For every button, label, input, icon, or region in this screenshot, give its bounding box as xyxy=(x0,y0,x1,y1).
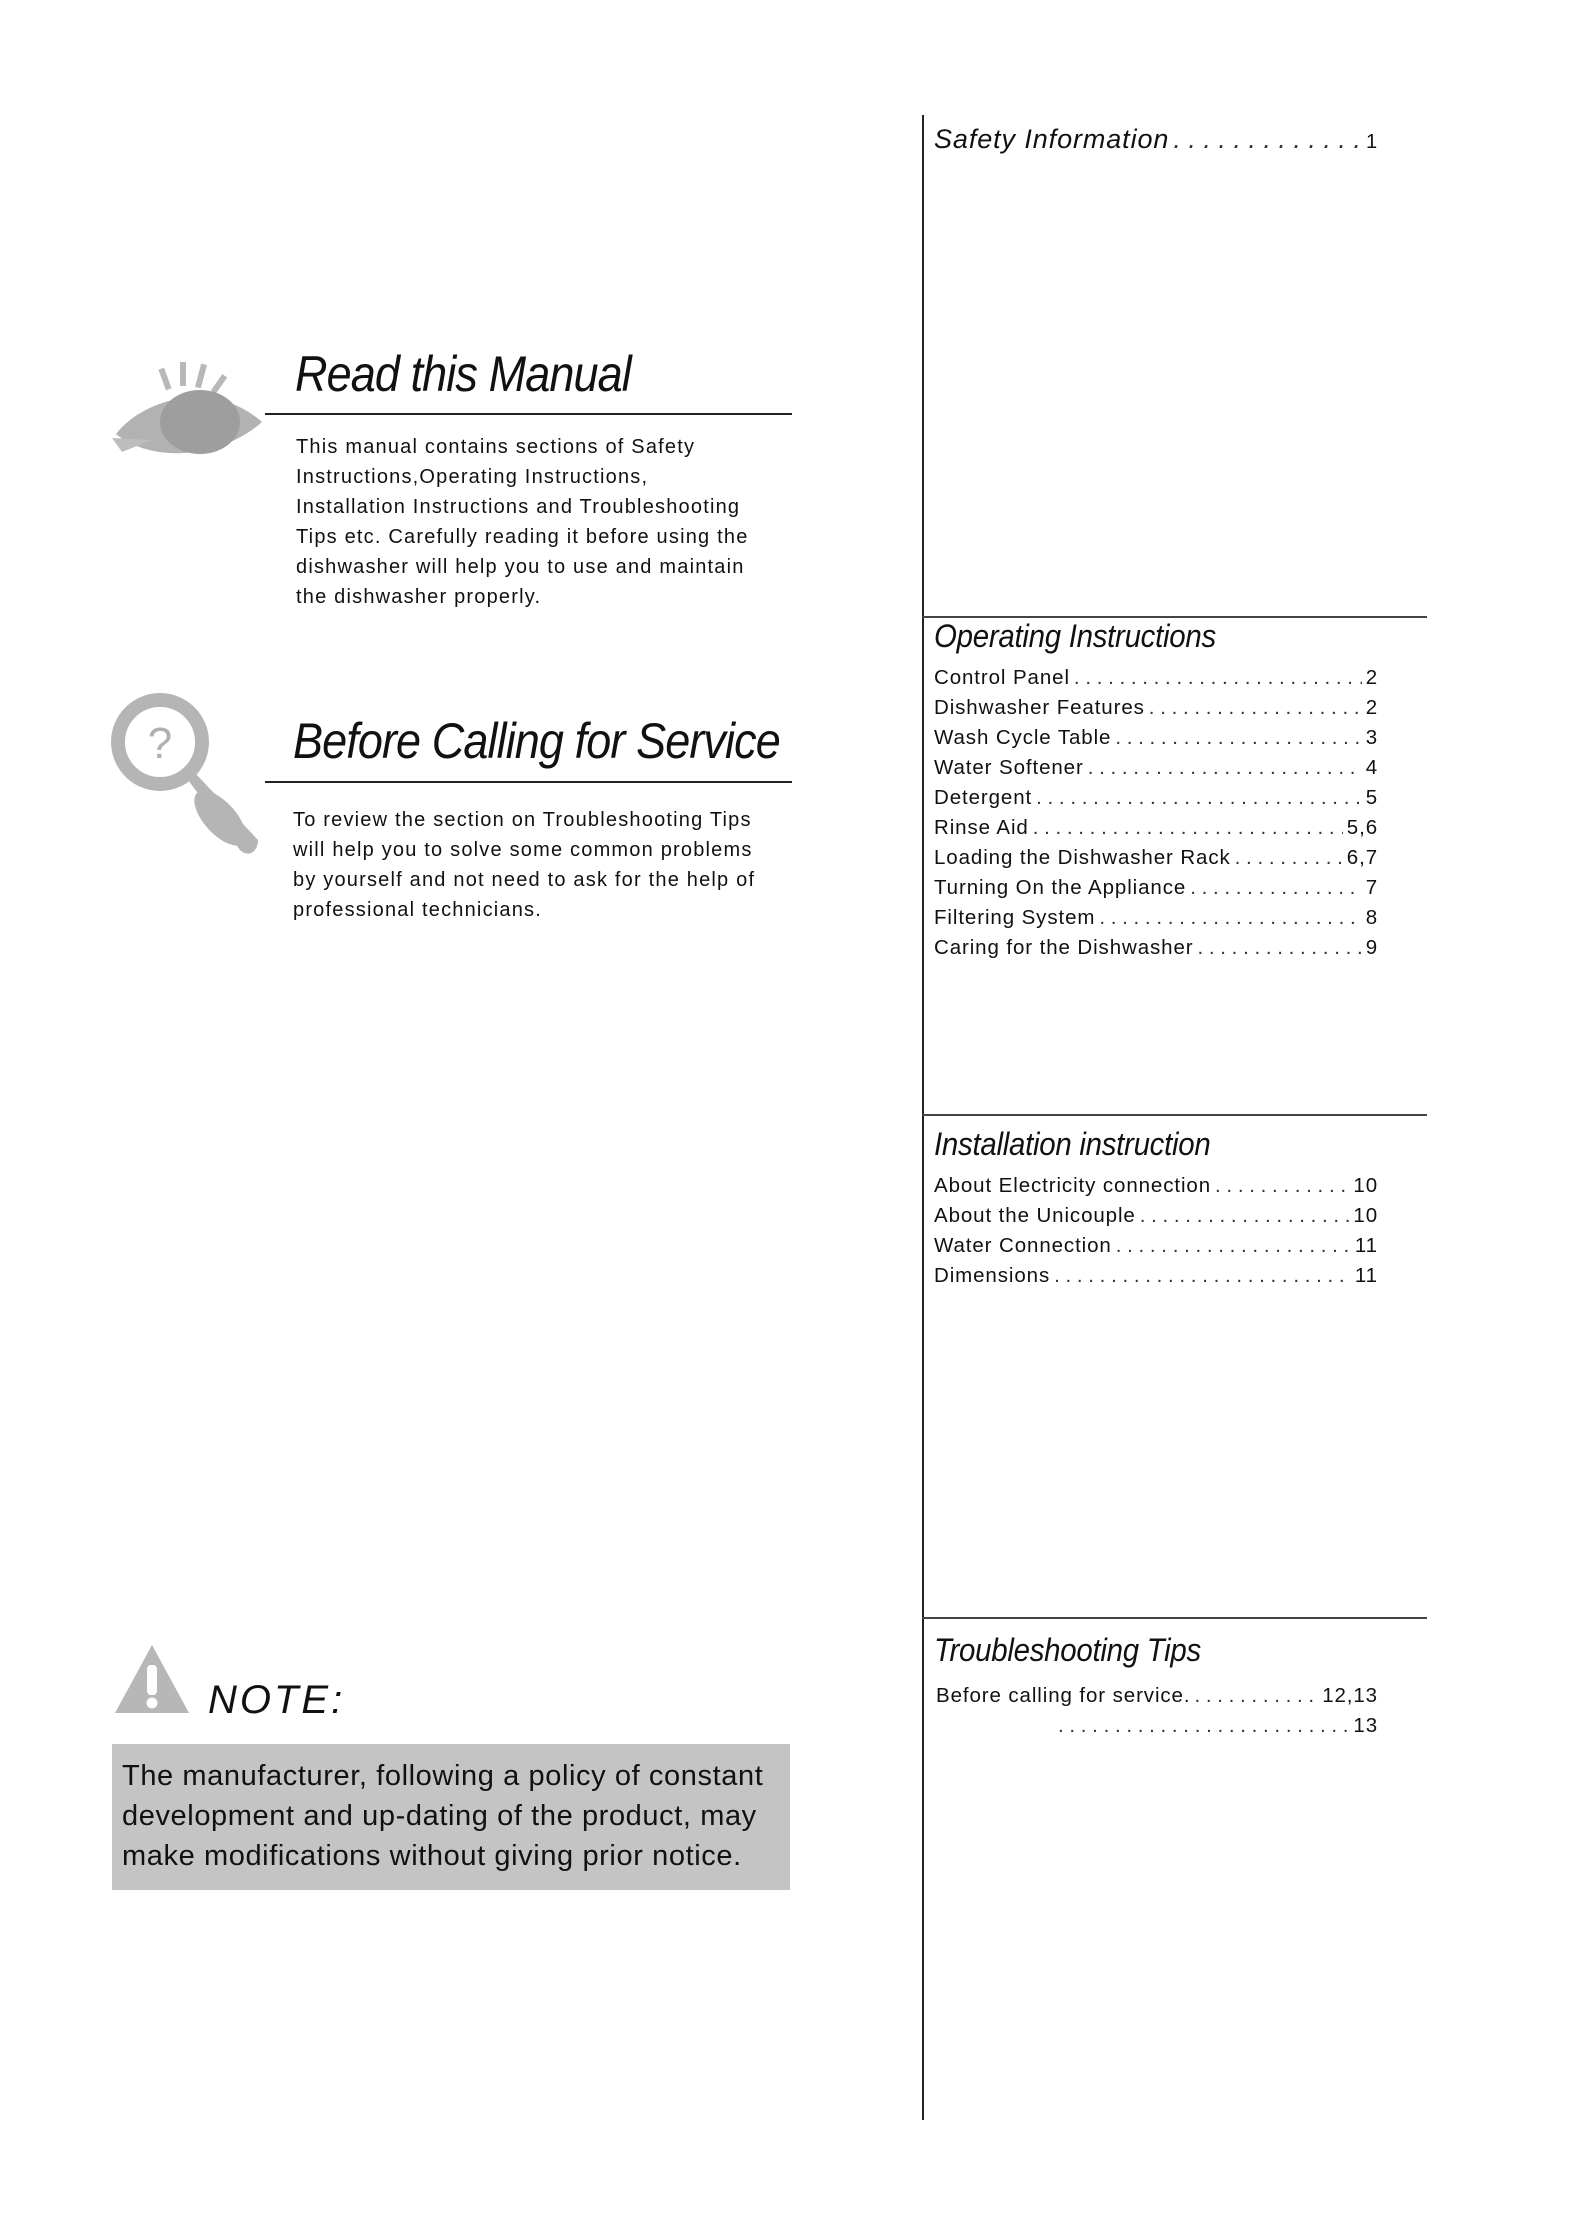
note-line: The manufacturer, following a policy of constant xyxy=(122,1760,764,1792)
eye-icon xyxy=(112,360,272,470)
toc-label: Detergent xyxy=(934,786,1033,809)
toc-vertical-rule xyxy=(922,115,924,2120)
magnifier-question-icon xyxy=(108,690,268,860)
toc-entry xyxy=(934,936,1378,966)
para-line: will help you to solve some common problems xyxy=(293,839,753,861)
toc-entry xyxy=(934,816,1378,846)
toc-page: 10 xyxy=(1353,1174,1378,1197)
toc-label: Wash Cycle Table xyxy=(934,726,1112,749)
toc-label: Turning On the Appliance xyxy=(934,876,1187,899)
warning-triangle-icon xyxy=(113,1643,191,1715)
before-service-rule xyxy=(265,781,792,783)
toc-list-operating xyxy=(934,666,1378,966)
toc-label: Dishwasher Features xyxy=(934,696,1145,719)
toc-dots xyxy=(1033,816,1343,840)
toc-page: 10 xyxy=(1353,1204,1378,1227)
toc-label: Loading the Dishwasher Rack xyxy=(934,846,1231,869)
toc-page: 3 xyxy=(1365,726,1378,749)
read-manual-paragraph xyxy=(296,432,816,612)
note-title: NOTE: xyxy=(208,1678,346,1722)
toc-page: 5 xyxy=(1365,786,1378,809)
toc-safety xyxy=(934,124,1378,160)
read-manual-rule xyxy=(265,413,792,415)
toc-entry xyxy=(934,1234,1378,1264)
toc-dots xyxy=(1088,756,1362,780)
toc-dots xyxy=(1149,696,1362,720)
toc-dots xyxy=(1074,666,1362,690)
toc-dots xyxy=(1173,124,1362,155)
toc-entry xyxy=(934,1174,1378,1204)
toc-dots xyxy=(1215,1174,1349,1198)
toc-page: 2 xyxy=(1365,666,1378,689)
toc-label: Safety Information xyxy=(934,124,1170,154)
toc-page: 11 xyxy=(1354,1234,1378,1257)
toc-page: 1 xyxy=(1365,131,1378,153)
toc-label: Dimensions xyxy=(934,1264,1051,1287)
toc-entry xyxy=(934,1264,1378,1294)
toc-page: 7 xyxy=(1365,876,1378,899)
para-line: the dishwasher properly. xyxy=(296,586,542,608)
para-line: This manual contains sections of Safety xyxy=(296,436,696,458)
toc-label: Rinse Aid xyxy=(934,816,1029,839)
toc-dots xyxy=(1235,846,1343,870)
toc-section-rule xyxy=(922,1114,1427,1116)
toc-page: 6,7 xyxy=(1346,846,1378,869)
toc-page: 12,13 xyxy=(1322,1684,1378,1707)
before-service-title: Before Calling for Service xyxy=(293,713,780,769)
toc-label: Before calling for service. xyxy=(936,1684,1191,1707)
para-line: by yourself and not need to ask for the help of xyxy=(293,869,756,891)
toc-heading-installation: Installation instruction xyxy=(934,1126,1211,1162)
toc-entry xyxy=(936,1714,1378,1744)
toc-dots xyxy=(1190,876,1362,900)
toc-dots xyxy=(1099,906,1361,930)
toc-page: 13 xyxy=(1353,1714,1378,1737)
toc-entry xyxy=(934,786,1378,816)
para-line: dishwasher will help you to use and maintain xyxy=(296,556,745,578)
toc-list-installation xyxy=(934,1174,1378,1294)
toc-dots xyxy=(1116,1234,1351,1258)
toc-dots xyxy=(1140,1204,1350,1228)
toc-page: 4 xyxy=(1365,756,1378,779)
toc-dots xyxy=(1058,1714,1349,1738)
toc-entry xyxy=(936,1684,1378,1714)
toc-label: Water Connection xyxy=(934,1234,1112,1257)
toc-page: 5,6 xyxy=(1346,816,1378,839)
toc-entry xyxy=(934,846,1378,876)
para-line: professional technicians. xyxy=(293,899,543,921)
toc-entry xyxy=(934,696,1378,726)
toc-section-rule xyxy=(922,1617,1427,1619)
toc-entry xyxy=(934,906,1378,936)
toc-dots xyxy=(1194,1684,1318,1708)
toc-entry xyxy=(934,1204,1378,1234)
toc-label: Control Panel xyxy=(934,666,1070,689)
toc-entry xyxy=(934,124,1378,160)
note-line: development and up-dating of the product, may xyxy=(122,1800,757,1832)
before-service-paragraph xyxy=(293,805,813,925)
toc-label: Water Softener xyxy=(934,756,1084,779)
toc-page: 9 xyxy=(1365,936,1378,959)
toc-page: 11 xyxy=(1354,1264,1378,1287)
para-line: Instructions,Operating Instructions, xyxy=(296,466,649,488)
toc-entry xyxy=(934,666,1378,696)
para-line: Installation Instructions and Troubleshooting xyxy=(296,496,741,518)
toc-dots xyxy=(1115,726,1361,750)
toc-heading-troubleshooting: Troubleshooting Tips xyxy=(934,1632,1201,1668)
note-line: make modifications without giving prior notice. xyxy=(122,1840,742,1872)
toc-page: 2 xyxy=(1365,696,1378,719)
toc-heading-operating: Operating Instructions xyxy=(934,618,1216,654)
toc-entry xyxy=(934,726,1378,756)
question-mark: ? xyxy=(147,719,173,768)
toc-dots xyxy=(1036,786,1362,810)
toc-page: 8 xyxy=(1365,906,1378,929)
toc-label: Filtering System xyxy=(934,906,1096,929)
note-box xyxy=(112,1744,790,1890)
toc-dots xyxy=(1198,936,1362,960)
toc-label: About the Unicouple xyxy=(934,1204,1136,1227)
toc-entry xyxy=(934,756,1378,786)
toc-entry xyxy=(934,876,1378,906)
read-manual-title: Read this Manual xyxy=(295,346,631,402)
toc-list-troubleshooting xyxy=(936,1684,1378,1744)
toc-label: Caring for the Dishwasher xyxy=(934,936,1194,959)
para-line: To review the section on Troubleshooting Tips xyxy=(293,809,752,831)
toc-dots xyxy=(1054,1264,1351,1288)
para-line: Tips etc. Carefully reading it before using the xyxy=(296,526,749,548)
toc-label: About Electricity connection xyxy=(934,1174,1212,1197)
